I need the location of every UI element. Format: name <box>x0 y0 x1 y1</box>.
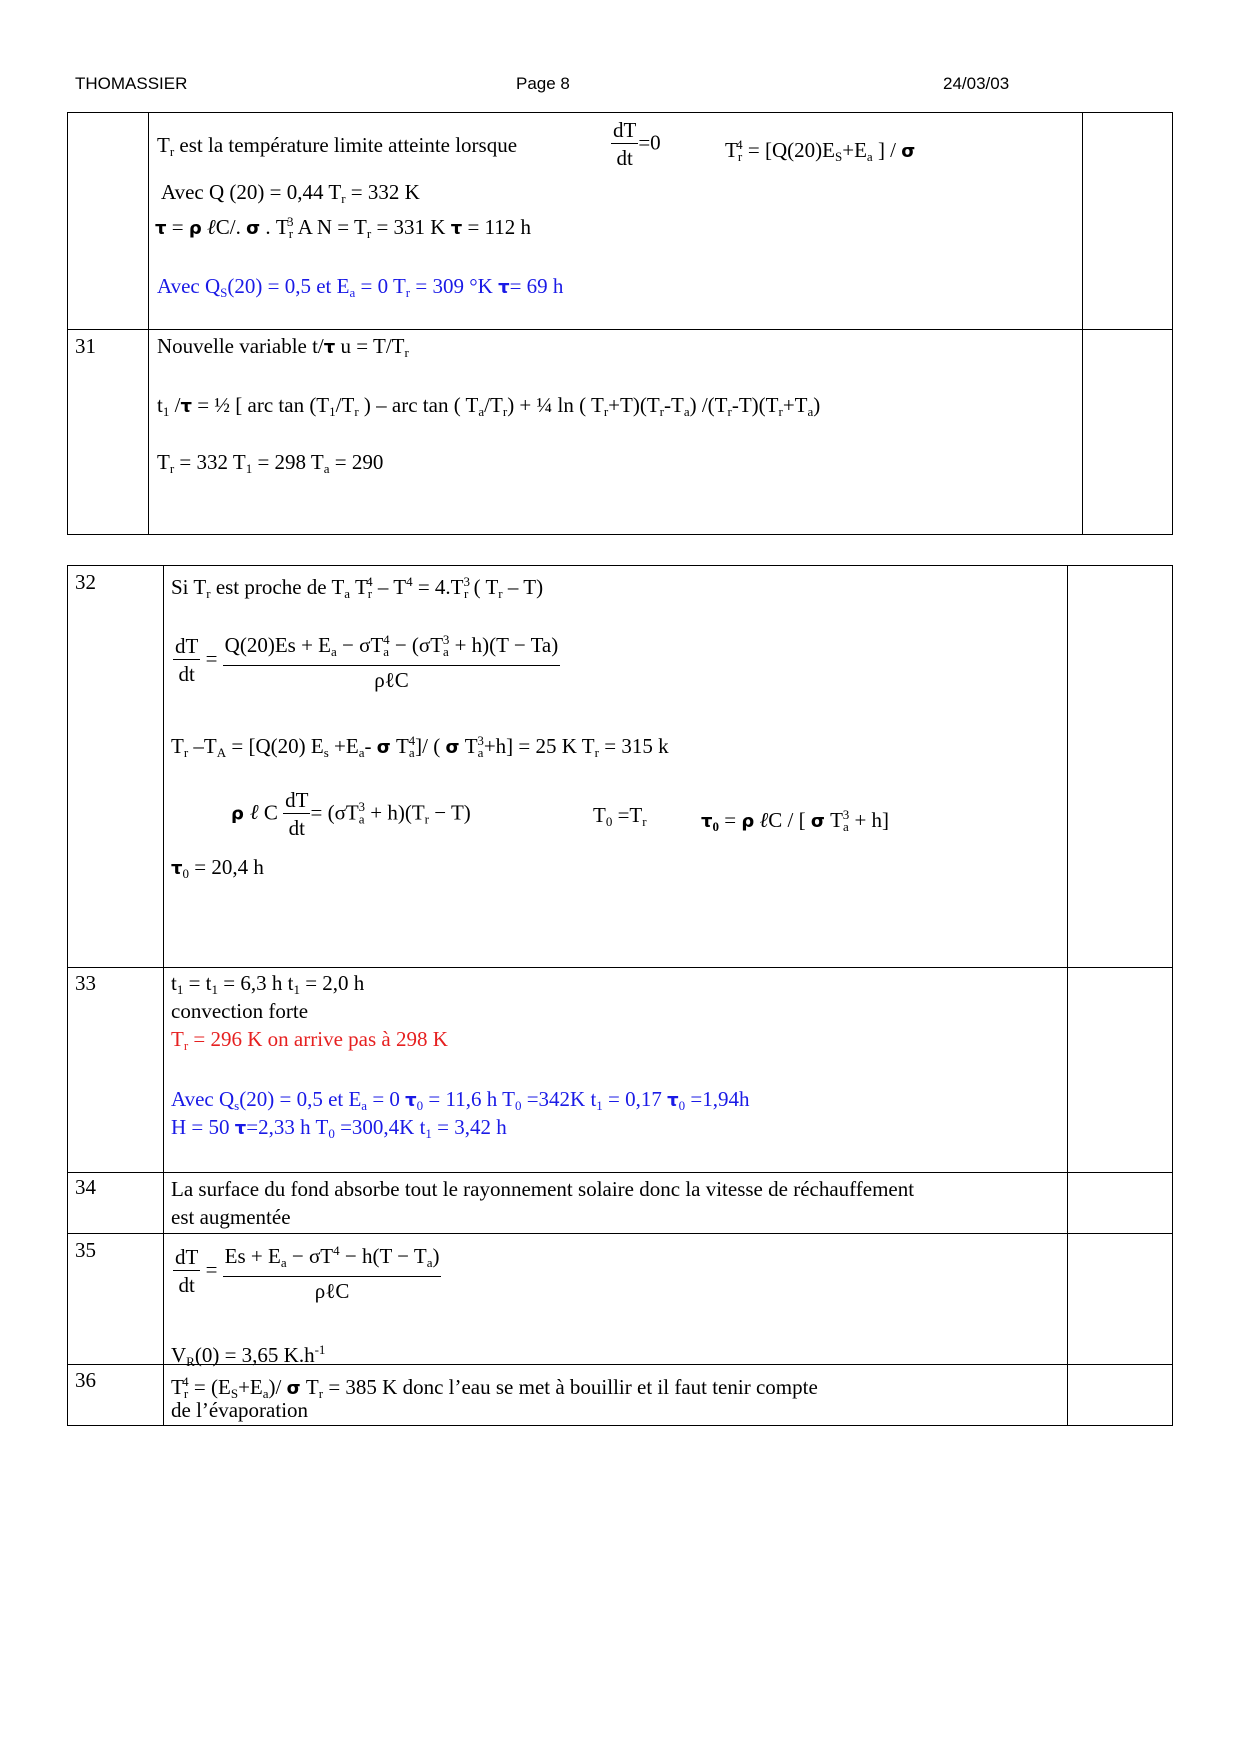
row33-line2: convection forte <box>171 999 309 1023</box>
row32-line3: $T_r$ $-T_A = [Q(20)$ $E_s +E_a-$ σ $T_a^4]/$ ( σ $T_a^3+h] = 25$ K $T_r = 315$ k <box>171 733 669 760</box>
table-2-col-divider <box>163 565 164 1426</box>
header-date: 24/03/03 <box>943 74 1010 93</box>
row32-ode-fraction: $\frac{dT}{dt}$ = $\frac{Q(20)Es + E_a - \sigma T_a^4 - (\sigma T_a^3 + h)(T - Ta)}{\text{ρℓC}}$ <box>173 627 560 694</box>
row32-t0: $T_0 =T_r$ <box>593 803 647 829</box>
row32-line1: Si $T_r$ est proche de $T_a$ $T_r^4 - T^4 = 4.T^3_r$ ( $T_r - T$) <box>171 574 544 601</box>
table-2-col-divider <box>1067 565 1068 1426</box>
row30-line1: $T_r$ est la température limite atteinte lorsque <box>157 133 518 159</box>
row31-line1: Nouvelle variable t/τ $u = T/T_r$ <box>157 334 409 360</box>
row31-number: 31 <box>75 334 96 358</box>
row31-line2: $t_1$ /τ = ½ [ arc $\tan (T_1/T_r$ ) – arc tan ( $T_a/T_r$) + ¼ ln ( $T_r+T)(T_r-T_a)$ $/(T_r-T)(T_r+T_a)$ <box>157 393 821 419</box>
table-1-col-divider <box>148 112 149 535</box>
row31-line3: $T_r = 332$ $T_1 = 298$ $T_a = 290$ <box>157 450 384 476</box>
row33-number: 33 <box>75 971 96 995</box>
row35-number: 35 <box>75 1238 96 1262</box>
table-2-row-divider <box>67 967 1173 968</box>
row33-line3: $T_r = 296$ K on arrive pas à 298 K <box>171 1027 448 1053</box>
row34-line2: est augmentée <box>171 1205 291 1229</box>
row30-equation: $T_r^4 = [Q(20)E_S+E_a$ ] / σ <box>725 137 916 164</box>
row30-line3: τ = ρ ℓC/. σ . $T_r^3$ A $N = T_r = 331$ K τ = 112 h <box>155 214 532 241</box>
row32-tau0-value: $\tau_0 = 20,4$ h <box>171 855 264 881</box>
row34-number: 34 <box>75 1175 96 1199</box>
row33-line5: H = 50 τ=2,33 h $T_0 =300,4K$ $t_1 = 3,42$ h <box>171 1115 507 1141</box>
row32-tau0-formula: $\tau_0 = \rho$ ℓC / [ σ $T_a^3 + h$] <box>701 807 890 834</box>
row36-line1: $T_r^4 = (E_S+E_a)/$ σ $T_r = 385$ K donc l’eau se met à bouillir et il faut tenir compte <box>171 1374 818 1401</box>
row30-line2: Avec Q (20) = 0,44 $T_r = 332$ K <box>161 180 420 206</box>
row35-ode-fraction: $\frac{dT}{dt}$ = $\frac{Es + E_a - \sigma T^4 - h(T - T_a)}{\text{ρℓC}}$ <box>173 1238 441 1305</box>
row36-line2: de l’évaporation <box>171 1398 309 1422</box>
row33-line1: $t_1 = t_1 = 6,3$ h $t_1 = 2,0$ h <box>171 971 365 997</box>
table-2-row-divider <box>67 1233 1173 1234</box>
table-2-row-divider <box>67 1172 1173 1173</box>
header-page: Page 8 <box>516 74 570 93</box>
row32-relaxation-eq: ρ ℓ C $\frac{dT}{dt}$ = $(\sigma T_a^3 + h)(T_r - T)$ <box>231 788 471 840</box>
table-1-row-divider <box>67 329 1173 330</box>
row36-number: 36 <box>75 1368 96 1392</box>
row30-dtdt-fraction: $\frac{dT}{dt}$ =0 <box>613 118 661 170</box>
row30-line4: Avec $Q_S(20) = 0,5$ et $E_a = 0$ $T_r = 309$ °K τ= 69 h <box>157 274 564 300</box>
table-1-col-divider <box>1082 112 1083 535</box>
row33-line4: Avec $Q_s(20) = 0,5$ et $E_a = 0$ $\tau_0 = 11,6$ h $T_0 =342K$ $t_1 = 0,17$ $\tau_0 =1,94h$ <box>171 1087 750 1113</box>
row35-line2: $V_R(0) = 3,65$ $K.h^{-1}$ <box>171 1342 326 1369</box>
row32-number: 32 <box>75 570 96 594</box>
header-author: THOMASSIER <box>75 74 188 93</box>
row34-line1: La surface du fond absorbe tout le rayonnement solaire donc la vitesse de réchauffement <box>171 1177 915 1201</box>
